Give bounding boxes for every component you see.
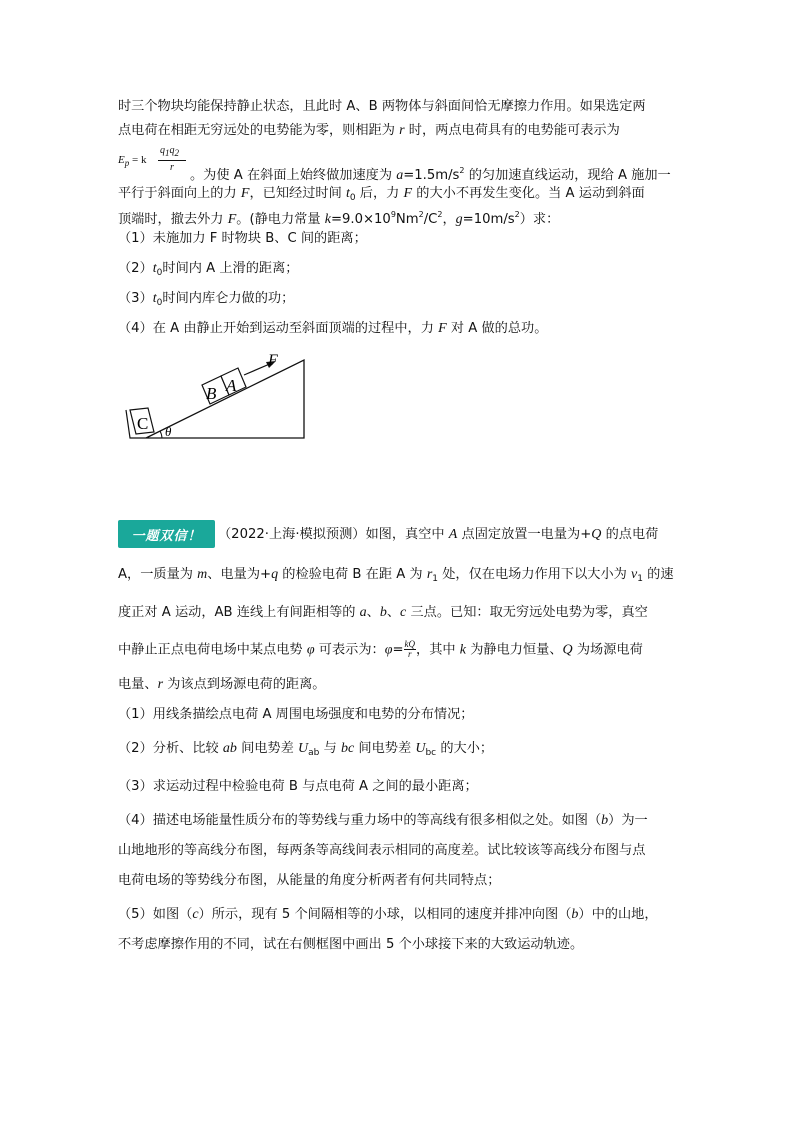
problem2-line1: （2022·上海·模拟预测）如图，真空中 A 点固定放置一电量为+Q 的点电荷: [218, 527, 659, 542]
label-c: C: [137, 414, 149, 433]
potential-energy-formula: $E_p = k$ q1q2 r: [118, 144, 190, 178]
problem2-line2: A，一质量为 m、电量为+q 的检验电荷 B 在距 A 为 $r_1$ 处，仅在电场力作用下以大小为 $v_1$ 的速: [118, 567, 674, 584]
subquestion-4: （4）描述电场能量性质分布的等势线与重力场中的等高线有很多相似之处。如图（b）为一: [118, 813, 648, 828]
section-badge: 一题双信！: [118, 520, 215, 548]
potential-fraction: $\frac{kQ}{r}$: [404, 639, 416, 659]
label-b: B: [206, 384, 217, 403]
label-a: A: [226, 376, 237, 395]
question-2: $(2)t_0$时间内 A 上滑的距离；: [118, 261, 299, 278]
problem1-line4: 平行于斜面向上的力 F，已知经过时间 $t_0$ 后，力 F 的大小不再发生变化。当 A 运动到斜面: [118, 186, 645, 203]
question-3: $(3)t_0$时间内库仑力做的功；: [118, 291, 295, 308]
subquestion-5: （5）如图（c）所示，现有 5 个间隔相等的小球，以相同的速度并排冲向图（b）中的山地，: [118, 907, 658, 922]
subquestion-2: （2）分析、比较 ab 间电势差 $U_{ab}$ 与 bc 间电势差 $U_{bc}$ 的大小；: [118, 741, 494, 758]
label-f: F: [268, 352, 278, 369]
subquestion-4-line2: 山地地形的等高线分布图，每两条等高线间表示相同的高度差。试比较该等高线分布图与点: [118, 843, 646, 858]
subquestion-3: （3）求运动过程中检验电荷 B 与点电荷 A 之间的最小距离；: [118, 779, 478, 794]
question-4: （4）在 A 由静止开始到运动至斜面顶端的过程中，力 F 对 A 做的总功。: [118, 321, 548, 336]
subquestion-1: （1）用线条描绘点电荷 A 周围电场强度和电势的分布情况；: [118, 707, 474, 722]
angle-arc: [160, 431, 162, 438]
label-theta: θ: [165, 424, 172, 439]
problem2-line4: 中静止正点电荷电场中某点电势 φ 可表示为：φ= $\frac{kQ}{r}$ ，其中 k 为静电力恒量、Q 为场源电荷: [118, 639, 643, 659]
question-1: （1）未施加力 F 时物块 B、C 间的距离；: [118, 231, 367, 246]
problem2-line5: 电量、r 为该点到场源电荷的距离。: [118, 677, 326, 692]
problem1-line1: 时三个物块均能保持静止状态，且此时 A、B 两物体与斜面间恰无摩擦力作用。如果选定两: [118, 99, 646, 114]
incline-figure: [118, 352, 308, 444]
problem1-line2: 点电荷在相距无穷远处的电势能为零，则相距为 r 时，两点电荷具有的电势能可表示为: [118, 123, 620, 138]
subquestion-4-line3: 电荷电场的等势线分布图，从能量的角度分析两者有何共同特点；: [118, 873, 501, 888]
problem2-line3: 度正对 A 运动，AB 连线上有间距相等的 a、b、c 三点。已知：取无穷远处电势为零，真空: [118, 605, 648, 620]
problem1-line5: 顶端时，撤去外力 F。(静电力常量 $k=9.0\times 10^9Nm^2/C^2$，$g=10m/s^2$）求：: [118, 210, 560, 227]
subquestion-5-line2: 不考虑摩擦作用的不同，试在右侧框图中画出 5 个小球接下来的大致运动轨迹。: [118, 937, 584, 952]
problem1-line3: 。为使 A 在斜面上始终做加速度为 $a=1.5m/s^2$ 的匀加速直线运动，现给 A 施加一: [190, 166, 671, 183]
